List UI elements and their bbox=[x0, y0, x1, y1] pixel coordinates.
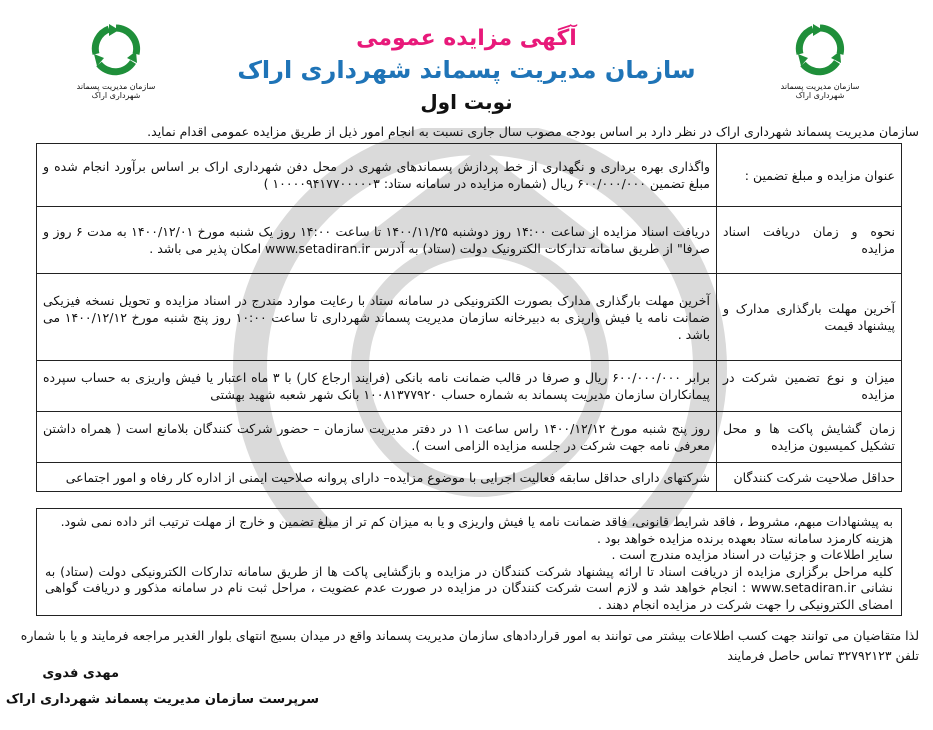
table-row bbox=[37, 144, 902, 207]
signer-title: سرپرست سازمان مدیریت پسماند شهرداری اراک bbox=[5, 692, 319, 707]
recycle-arrows-icon bbox=[795, 24, 845, 80]
recycle-arrows-icon bbox=[91, 24, 141, 80]
row-value: روز پنج شنبه مورخ ۱۴۰۰/۱۲/۱۲ راس ساعت ۱۱ در دفتر مدیریت سازمان – حضور شرکت کنندگان بلامانع است ( همراه داشتن معرفی نامه جهت شرکت در جلسه مزایده الزامی است ). bbox=[37, 412, 717, 463]
organization-name: سازمان مدیریت پسماند شهرداری اراک bbox=[237, 56, 696, 84]
row-value: آخرین مهلت بارگذاری مدارک بصورت الکترونیکی در سامانه ستاد با رعایت موارد مندرج در اسناد مزایده و تحویل نسخه فیزیکی ضمانت نامه یا فیش واریزی به دبیرخانه سازمان مدیریت پسماند شهرداری تا ساعت ۱۰:۰۰ روز پنج شنبه مورخ ۱۴۰۰/۱۲/۱۲ می باشد . bbox=[37, 274, 717, 361]
table-row bbox=[37, 412, 902, 463]
row-label: زمان گشایش پاکت ها و محل تشکیل کمیسیون مزایده bbox=[717, 412, 902, 463]
intro-paragraph: سازمان مدیریت پسماند شهرداری اراک در نظر دارد بر اساس بودجه مصوب سال جاری نسبت به انجام امور ذیل از طریق مزایده عمومی اقدام نماید. bbox=[147, 124, 919, 139]
notice-title: آگهی مزایده عمومی bbox=[356, 26, 577, 51]
row-value: دریافت اسناد مزایده از ساعت ۱۴:۰۰ روز دوشنبه ۱۴۰۰/۱۱/۲۵ تا ساعت ۱۴:۰۰ روز یک شنبه مورخ ۱۴۰۰/۱۲/۰۱ به مدت ۶ روز و صرفا" از طریق سامانه تدارکات الکترونیک دولت (ستاد) به آدرس www.setadiran.ir امکان پذیر می باشد . bbox=[37, 207, 717, 274]
table-row bbox=[37, 361, 902, 412]
notes-box bbox=[36, 508, 902, 616]
row-label: حداقل صلاحیت شرکت کنندگان bbox=[717, 463, 902, 492]
table-row bbox=[37, 463, 902, 492]
organization-logo-right bbox=[774, 24, 866, 102]
row-value: واگذاری بهره برداری و نگهداری از خط پردازش پسماندهای شهری در محل دفن شهرداری اراک بر اساس برآورد انجام شده و مبلغ تضمین ۶۰۰/۰۰۰/۰۰۰ ریال (شماره مزایده در سامانه ستاد: ۱۰۰۰۰۹۴۱۷۷۰۰۰۰۰۳ ) bbox=[37, 144, 717, 207]
row-label: آخرین مهلت بارگذاری مدارک و پیشنهاد قیمت bbox=[717, 274, 902, 361]
signer-name: مهدی فدوی bbox=[42, 666, 119, 681]
auction-details-table bbox=[36, 143, 902, 492]
publication-round: نوبت اول bbox=[420, 90, 513, 114]
note-item: هزینه کارمزد سامانه ستاد بعهده برنده مزایده خواهد بود . bbox=[596, 530, 893, 546]
logo-caption: سازمان مدیریت پسماند شهرداری اراک bbox=[76, 82, 156, 100]
table-row bbox=[37, 207, 902, 274]
organization-logo-left bbox=[70, 24, 162, 102]
note-item: کلیه مراحل برگزاری مزایده از دریافت اسناد تا ارائه پیشنهاد شرکت کنندگان در مزایده و بازگشایی پاکت ها از طریق سامانه تدارکات الکترونیکی دولت (ستاد) به نشانی www.setadiran.ir : انجام خواهد شد و لازم است شرکت کنندگان در مزایده در صورت عدم عضویت ، مراحل ثبت نام در سامانه مذکور و دریافت گواهی امضای الکترونیکی را جهت شرکت در مزایده انجام دهند . bbox=[45, 563, 893, 612]
row-value: شرکتهای دارای حداقل سابقه فعالیت اجرایی با موضوع مزایده– دارای پروانه صلاحیت ایمنی از اداره کار رفاه و امور اجتماعی bbox=[37, 463, 717, 492]
row-label: نحوه و زمان دریافت اسناد مزایده bbox=[717, 207, 902, 274]
row-label: میزان و نوع تضمین شرکت در مزایده bbox=[717, 361, 902, 412]
row-label: عنوان مزایده و مبلغ تضمین : bbox=[717, 144, 902, 207]
note-item: به پیشنهادات مبهم، مشروط ، فاقد شرایط قانونی، فاقد ضمانت نامه یا فیش واریزی و یا به میزان کم تر از مبلغ تضمین و خارج از مهلت ترتیب اثر داده نمی شود. bbox=[60, 514, 893, 529]
table-row bbox=[37, 274, 902, 361]
logo-caption: سازمان مدیریت پسماند شهرداری اراک bbox=[780, 82, 860, 100]
note-item: سایر اطلاعات و جزئیات در اسناد مزایده مندرج است . bbox=[611, 547, 893, 562]
contact-paragraph: لذا متقاضیان می توانند جهت کسب اطلاعات بیشتر می توانند به امور قراردادهای سازمان مدیریت پسماند واقع در میدان بسیج انتهای بلوار الغدیر مراجعه فرمایند و یا با شماره تلفن ۳۲۷۹۲۱۲۳ تماس حاصل فرمایند bbox=[20, 628, 919, 663]
row-value: برابر ۶۰۰/۰۰۰/۰۰۰ ریال و صرفا در قالب ضمانت نامه بانکی (فرایند ارجاع کار) با ۳ ماه اعتبار یا فیش واریزی به حساب سپرده پیمانکاران سازمان مدیریت پسماند به شماره حساب ۱۰۰۸۱۳۷۷۹۲۰ بانک شهر شعبه شهید بهشتی bbox=[37, 361, 717, 412]
